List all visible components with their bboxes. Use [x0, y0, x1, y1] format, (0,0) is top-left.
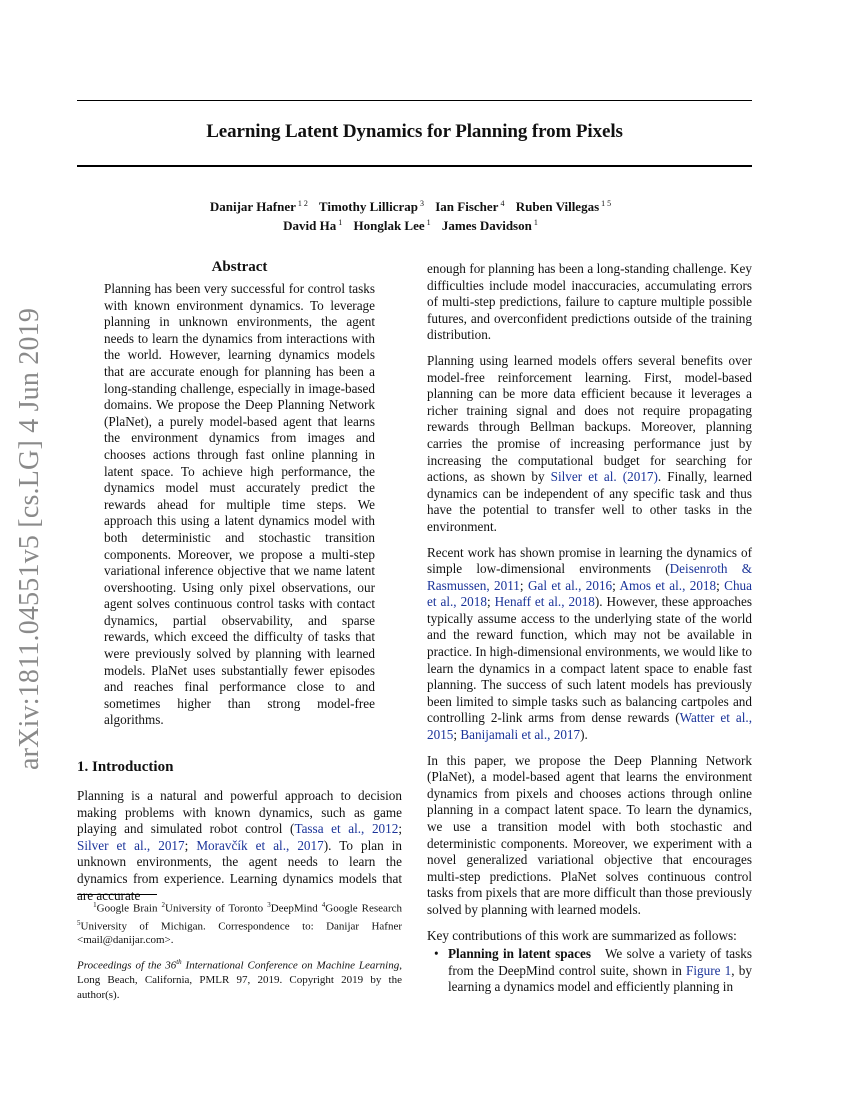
correspondence: Correspondence to: Danijar Hafner <mail@danijar.com>.: [77, 920, 402, 947]
citation-link[interactable]: Deisenroth & Rasmussen, 2011: [427, 561, 752, 593]
citation-link[interactable]: Moravčík et al., 2017: [196, 837, 324, 853]
citation-link[interactable]: Watter et al., 2015: [427, 710, 752, 743]
author-affiliation: 1: [426, 218, 431, 227]
footnote-mark: 2: [161, 901, 166, 909]
title-rule-bottom: [77, 165, 752, 167]
author-name: Ruben Villegas: [515, 199, 600, 214]
author-affiliation: 3: [420, 199, 424, 208]
ordinal-suffix: th: [176, 958, 182, 966]
abstract-body: Planning has been very successful for control tasks with known environment dynamics. To leverage planning in unknown environments, the agent needs to learn the dynamics from interactions with the world. However, learning dynamics models that are accurate enough for planning has been a long-standing challenge, especially in image-based domains. We propose the Deep Planning Network (PlaNet), a purely model-based agent that learns the environment dynamics from images and chooses actions through fast online planning in latent space. To achieve high performance, the dynamics model must accurately predict the rewards ahead for multiple time steps. We approach this using a latent dynamics model with both deterministic and stochastic transition components. Moreover, we propose a multi-step variational inference objective that we name latent overshooting. Using only pixel observations, our agent solves continuous control tasks with contact dynamics, partial observability, and sparse rewards, which exceed the difficulty of tasks that were previously solved by planning with learned models. PlaNet uses substantially fewer episodes and reaches final performance close to and sometimes higher than strong model-free algorithms.: [104, 281, 375, 728]
arxiv-stamp: arXiv:1811.04551v5 [cs.LG] 4 Jun 2019: [14, 307, 45, 770]
author-line-1: [77, 196, 752, 215]
author-affiliation: 1: [533, 218, 538, 227]
footnote-mark: 1: [93, 901, 97, 909]
affiliation-footnote: [77, 898, 402, 947]
text-run: ;: [184, 837, 197, 853]
author-affiliation: 1: [338, 218, 343, 227]
proceedings-note: [77, 955, 402, 1002]
citation-link[interactable]: Henaff et al., 2018: [494, 594, 595, 610]
affiliation: DeepMind: [270, 902, 322, 915]
paragraph: In this paper, we propose the Deep Planning Network (PlaNet), a model-based agent that learns the environment dynamics from pixels and chooses actions through online planning in a compact latent space. To learn the dynamics, we use a transition model with both stochastic and deterministic components. Moreover, we experiment with a novel generalized variational objective that encourages multi-step predictions. PlaNet solves continuous control tasks from pixels that are more difficult than those previously solved by planning with learned models.: [427, 752, 752, 917]
author-name: Ian Fischer: [435, 199, 499, 214]
text-run: ). However, these approaches typically assume access to the underlying state of the world and the reward function, which may not be available in practice. In high-dimensional environments, we would like to learn the dynamics in a compact latent space to enable fast planning. The success of such latent models has previously been limited to simple tasks such as balancing cartpoles and controlling 2-link arms from dense rewards (: [427, 594, 752, 726]
author-list: [77, 196, 752, 234]
text-run: ;: [398, 821, 402, 837]
citation-link[interactable]: Silver et al. (2017): [550, 469, 658, 485]
citation-link[interactable]: Tassa et al., 2012: [294, 821, 399, 837]
citation-link[interactable]: Amos et al., 2018: [619, 577, 717, 593]
author-affiliation: 1 2: [297, 199, 308, 208]
introduction-paragraph: [77, 788, 402, 904]
footnote-mark: 3: [267, 901, 271, 909]
paragraph: Key contributions of this work are summarized as follows:: [427, 927, 737, 943]
text-run: . Finally, learned dynamics can be independent of any specific task and thus have the potential to transfer well to other tasks in the environment.: [427, 469, 753, 534]
citation-link[interactable]: Chua et al., 2018: [427, 577, 753, 610]
proceedings-details: , Long Beach, California, PMLR 97, 2019. Copyright 2019 by the author(s).: [77, 959, 402, 1001]
section-heading-introduction: 1. Introduction: [77, 759, 174, 775]
right-column: [427, 261, 752, 953]
list-item: [427, 946, 752, 996]
contributions-list: [427, 946, 752, 996]
author-name: Danijar Hafner: [209, 199, 296, 214]
figure-link[interactable]: Figure 1: [686, 962, 732, 978]
author-affiliation: 4: [500, 199, 505, 208]
paper-title: Learning Latent Dynamics for Planning from Pixels: [206, 121, 623, 142]
proceedings-venue: International Conference on Machine Learning: [181, 959, 400, 972]
paragraph: [427, 353, 752, 536]
affiliation: Google Research: [325, 902, 402, 915]
text-run: ). To plan in unknown environments, the agent needs to learn the dynamics from experience. Learning dynamics models that are accurate: [77, 837, 402, 903]
paragraph: Recent work has shown promise in learning the dynamics of simple low-dimensional environments (Deisenroth & Rasmussen, 2011; Gal et al., 2016; Amos et al., 2018; Chua et al., 2018; Henaff et al., 2018). However, these approaches typically assume access to the underlying state of the world and the reward function, which may not be available in practice. In high-dimensional environments, we would like to learn the dynamics in a compact latent space to enable fast planning. The success of such latent models has previously been limited to simple tasks such as balancing cartpoles and controlling 2-link arms from dense rewards (Watter et al., 2015; Banijamali et al., 2017).: [427, 544, 753, 743]
affiliation: Google Brain: [96, 902, 162, 915]
author-name: David Ha: [283, 218, 337, 233]
list-item-title: Planning in latent spaces: [448, 946, 591, 961]
author-name: Timothy Lillicrap: [318, 199, 418, 214]
citation-link[interactable]: Silver et al., 2017: [77, 837, 185, 853]
footnote-mark: 5: [77, 918, 81, 927]
author-name: Honglak Lee: [353, 218, 425, 233]
text-run: , by learning a dynamics model and efficiently planning in: [448, 962, 752, 995]
text-run: Planning using learned models offers several benefits over model-free reinforcement learning. First, model-based planning can be more data efficient because it leverages a richer training signal and does not require propagating rewards through Bellman backups. Moreover, planning carries the promise of increasing performance just by increasing the computational budget for searching for actions, as shown by: [427, 352, 752, 485]
affiliation: University of Michigan.: [80, 920, 219, 933]
affiliation: University of Toronto: [165, 902, 268, 915]
citation-link[interactable]: Gal et al., 2016: [527, 577, 613, 593]
paragraph: enough for planning has been a long-standing challenge. Key difficulties include model inaccuracies, accumulating errors of multi-step predictions, failure to capture multiple possible futures, and overconfident predictions outside of the training distribution.: [427, 261, 752, 343]
author-affiliation: 1 5: [601, 199, 612, 208]
author-name: James Davidson: [441, 218, 532, 233]
text-run: ).: [580, 727, 588, 743]
text-run: Planning is a natural and powerful approach to decision making problems with known dynamics, such as game playing and simulated robot control (: [77, 788, 402, 837]
proceedings-venue: Proceedings of the 36: [77, 959, 177, 972]
text-run: Recent work has shown promise in learning the dynamics of simple low-dimensional environments (: [427, 544, 752, 577]
author-line-2: [77, 215, 752, 234]
citation-link[interactable]: Banijamali et al., 2017: [460, 727, 581, 743]
text-run: We solve a variety of tasks from the DeepMind control suite, shown in: [448, 946, 752, 978]
footnote-rule: [77, 894, 157, 895]
abstract-heading: Abstract: [211, 259, 268, 275]
title-rule-top: [77, 100, 752, 101]
footnote-mark: 4: [321, 901, 326, 909]
bullet-icon: •: [434, 946, 439, 961]
